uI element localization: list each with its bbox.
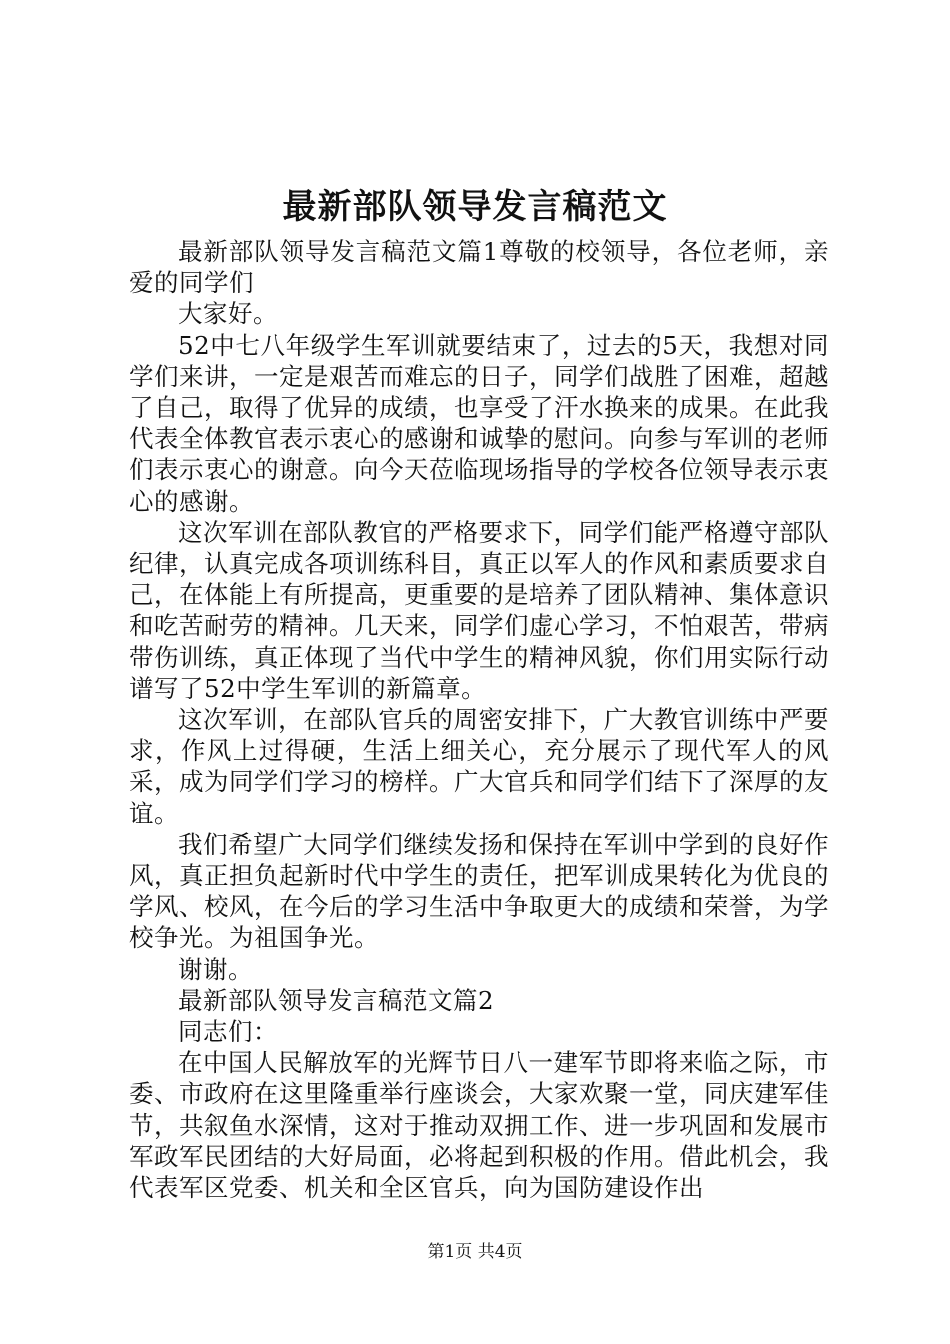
- paragraph: 52中七八年级学生军训就要结束了，过去的5天，我想对同学们来讲，一定是艰苦而难忘的日子，同学们战胜了困难，超越了自己，取得了优异的成绩，也享受了汗水换来的成果。在此我代表全体教官表示衷心的感谢和诚挚的慰问。向参与军训的老师们表示衷心的谢意。向今天莅临现场指导的学校各位领导表示衷心的感谢。: [129, 330, 829, 516]
- paragraph: 最新部队领导发言稿范文篇1尊敬的校领导，各位老师，亲爱的同学们: [129, 237, 829, 298]
- paragraph: 谢谢。: [178, 954, 253, 984]
- paragraph: 大家好。: [178, 299, 278, 329]
- document-title: 最新部队领导发言稿范文: [282, 187, 668, 227]
- document-body: [129, 236, 829, 1203]
- paragraph: 这次军训，在部队官兵的周密安排下，广大教官训练中严要求，作风上过得硬，生活上细关心，充分展示了现代军人的风采，成为同学们学习的榜样。广大官兵和同学们结下了深厚的友谊。: [129, 705, 829, 828]
- paragraph: 这次军训在部队教官的严格要求下，同学们能严格遵守部队纪律，认真完成各项训练科目，真正以军人的作风和素质要求自己，在体能上有所提高，更重要的是培养了团队精神、集体意识和吃苦耐劳的精神。几天来，同学们虚心学习，不怕艰苦，带病带伤训练，真正体现了当代中学生的精神风貌，你们用实际行动谱写了52中学生军训的新篇章。: [129, 517, 829, 703]
- salutation: 同志们：: [178, 1017, 278, 1047]
- page-number-footer: 第1页 共4页: [427, 1242, 523, 1262]
- paragraph: 我们希望广大同学们继续发扬和保持在军训中学到的良好作风，真正担负起新时代中学生的责任，把军训成果转化为优良的学风、校风，在今后的学习生活中争取更大的成绩和荣誉，为学校争光。为祖国争光。: [129, 829, 829, 953]
- section-heading: 最新部队领导发言稿范文篇2: [178, 985, 495, 1015]
- paragraph: 在中国人民解放军的光辉节日八一建军节即将来临之际，市委、市政府在这里隆重举行座谈会，大家欢聚一堂，同庆建军佳节，共叙鱼水深情，这对于推动双拥工作、进一步巩固和发展市军政军民团结的大好局面，必将起到积极的作用。借此机会，我代表军区党委、机关和全区官兵，向为国防建设作出: [129, 1048, 829, 1203]
